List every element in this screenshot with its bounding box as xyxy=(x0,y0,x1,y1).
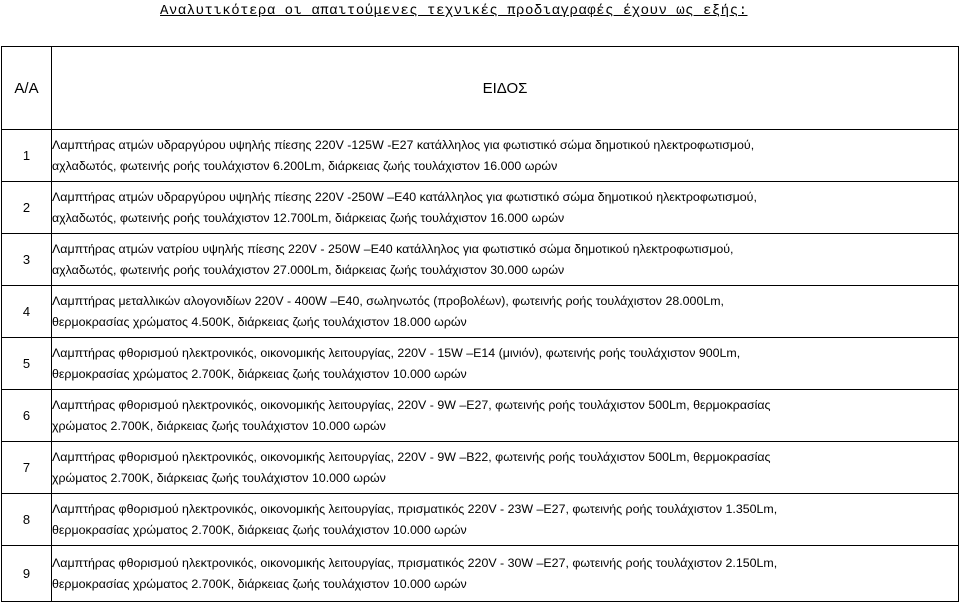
table-header-row xyxy=(2,47,959,130)
row-number: 6 xyxy=(2,390,52,442)
row-description: Λαμπτήρας φθορισμού ηλεκτρονικός, οικονομικής λειτουργίας, 220V - 15W –E14 (μινιόν), φωτεινής ροής τουλάχιστον 900Lm, θερμοκρασίας χρώματος 2.700K, διάρκειας ζωής τουλάχιστον 10.000 ωρών xyxy=(52,338,959,390)
row-number: 7 xyxy=(2,442,52,494)
table-row xyxy=(2,234,959,286)
table-row xyxy=(2,390,959,442)
row-description: Λαμπτήρας φθορισμού ηλεκτρονικός, οικονομικής λειτουργίας, πρισματικός 220V - 30W –E27, φωτεινής ροής τουλάχιστον 2.150Lm, θερμοκρασίας χρώματος 2.700K, διάρκειας ζωής τουλάχιστον 10.000 ωρών xyxy=(52,546,959,602)
row-description: Λαμπτήρας φθορισμού ηλεκτρονικός, οικονομικής λειτουργίας, πρισματικός 220V - 23W –E27, φωτεινής ροής τουλάχιστον 1.350Lm, θερμοκρασίας χρώματος 2.700K, διάρκειας ζωής τουλάχιστον 10.000 ωρών xyxy=(52,494,959,546)
table-row xyxy=(2,442,959,494)
row-number: 4 xyxy=(2,286,52,338)
table-row xyxy=(2,130,959,182)
row-number: 3 xyxy=(2,234,52,286)
table-row xyxy=(2,546,959,602)
row-description: Λαμπτήρας φθορισμού ηλεκτρονικός, οικονομικής λειτουργίας, 220V - 9W –B22, φωτεινής ροής τουλάχιστον 500Lm, θερμοκρασίας χρώματος 2.700K, διάρκειας ζωής τουλάχιστον 10.000 ωρών xyxy=(52,442,959,494)
row-description: Λαμπτήρας φθορισμού ηλεκτρονικός, οικονομικής λειτουργίας, 220V - 9W –E27, φωτεινής ροής τουλάχιστον 500Lm, θερμοκρασίας χρώματος 2.700K, διάρκειας ζωής τουλάχιστον 10.000 ωρών xyxy=(52,390,959,442)
row-description: Λαμπτήρας μεταλλικών αλογονιδίων 220V - 400W –E40, σωληνωτός (προβολέων), φωτεινής ροής τουλάχιστον 28.000Lm, θερμοκρασίας χρώματος 4.500K, διάρκειας ζωής τουλάχιστον 18.000 ωρών xyxy=(52,286,959,338)
column-header-number: Α/Α xyxy=(2,47,52,130)
row-description: Λαμπτήρας ατμών υδραργύρου υψηλής πίεσης 220V -125W -E27 κατάλληλος για φωτιστικό σώμα δημοτικού ηλεκτροφωτισμού, αχλαδωτός, φωτεινής ροής τουλάχιστον 6.200Lm, διάρκειας ζωής τουλάχιστον 16.000 ωρών xyxy=(52,130,959,182)
row-number: 8 xyxy=(2,494,52,546)
row-number: 9 xyxy=(2,546,52,602)
row-number: 5 xyxy=(2,338,52,390)
row-number: 2 xyxy=(2,182,52,234)
spec-table xyxy=(1,46,959,602)
table-row xyxy=(2,286,959,338)
column-header-description: ΕΙΔΟΣ xyxy=(52,47,959,130)
document-title: Αναλυτικότερα οι απαιτούμενες τεχνικές προδιαγραφές έχουν ως εξής: xyxy=(160,3,748,19)
table-row xyxy=(2,182,959,234)
row-number: 1 xyxy=(2,130,52,182)
row-description: Λαμπτήρας ατμών υδραργύρου υψηλής πίεσης 220V -250W –E40 κατάλληλος για φωτιστικό σώμα δημοτικού ηλεκτροφωτισμού, αχλαδωτός, φωτεινής ροής τουλάχιστον 12.700Lm, διάρκειας ζωής τουλάχιστον 16.000 ωρών xyxy=(52,182,959,234)
row-description: Λαμπτήρας ατμών νατρίου υψηλής πίεσης 220V - 250W –E40 κατάλληλος για φωτιστικό σώμα δημοτικού ηλεκτροφωτισμού, αχλαδωτός, φωτεινής ροής τουλάχιστον 27.000Lm, διάρκειας ζωής τουλάχιστον 30.000 ωρών xyxy=(52,234,959,286)
table-row xyxy=(2,338,959,390)
table-row xyxy=(2,494,959,546)
